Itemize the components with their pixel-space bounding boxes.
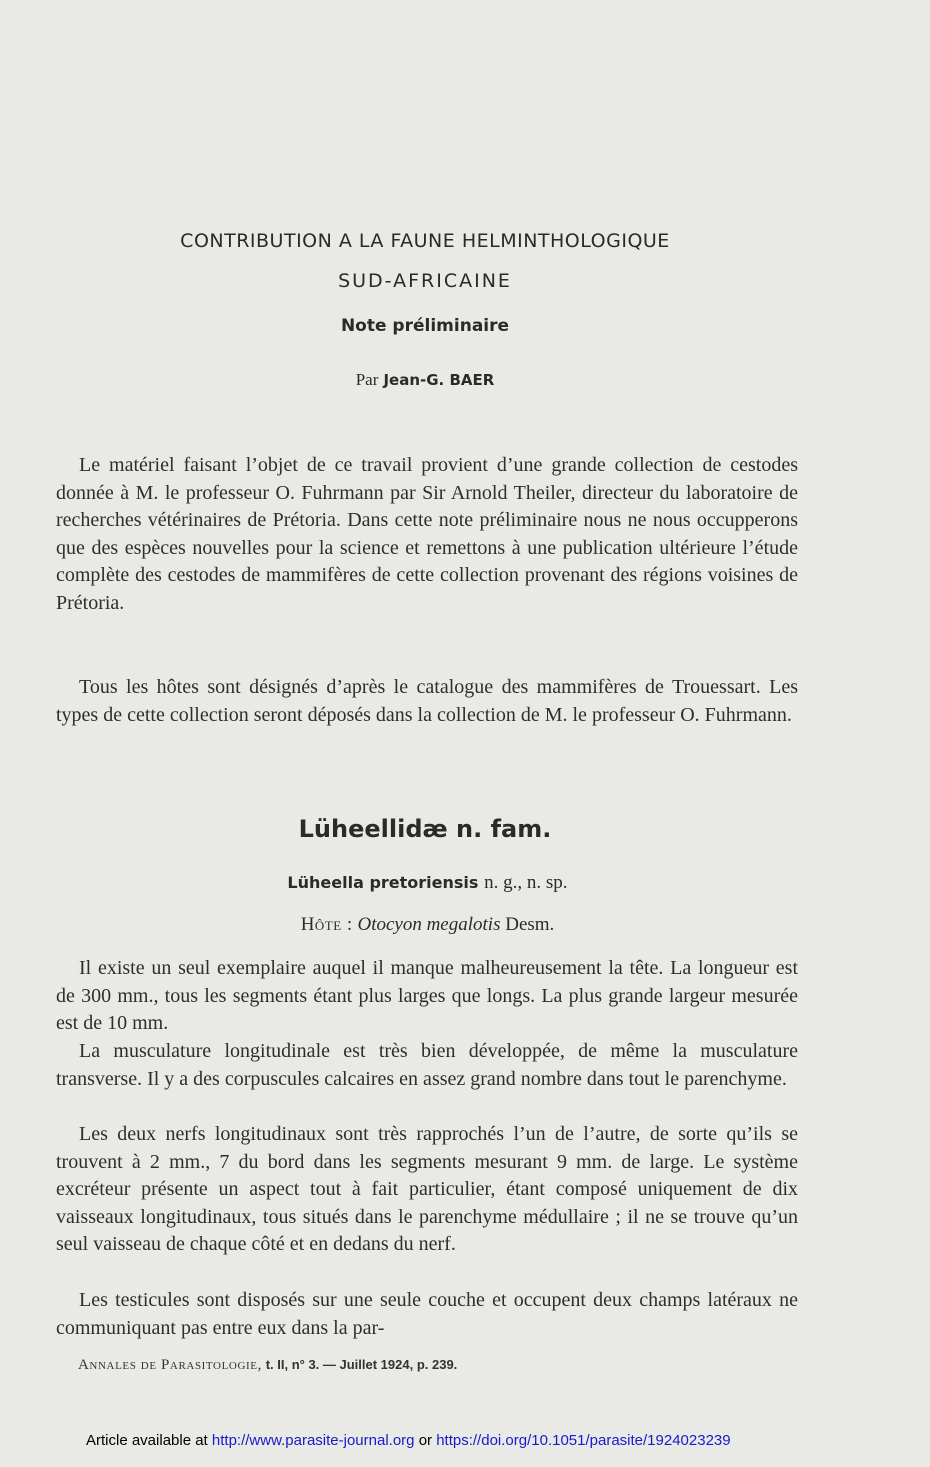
title-line-1: CONTRIBUTION A LA FAUNE HELMINTHOLOGIQUE xyxy=(180,230,670,252)
author-prefix: Par xyxy=(355,370,379,389)
intro-paragraph-1: Le matériel faisant l’objet de ce travail provient d’une grande collection de cestodes donnée à M. le professeur O. Fuhrmann par Sir Arnold Theiler, directeur du laboratoire de recherches vétérinaires de Prétoria. Dans cette note préliminaire nous ne nous occupperons que des espèces nouvelles pour la science et remettons à une publication ultérieure l’étude complète des cestodes de mammifères de cette collection provenant des régions voisines de Prétoria. xyxy=(56,454,798,614)
journal-link[interactable]: http://www.parasite-journal.org xyxy=(211,1432,415,1449)
journal-footer xyxy=(78,1357,457,1374)
body-paragraph-4: Les testicules sont disposés sur une seule couche et occupent deux champs latéraux ne communiquant pas entre eux dans la par- xyxy=(56,1289,798,1339)
host-line xyxy=(0,914,855,936)
body-paragraph-3: Les deux nerfs longitudinaux sont très rapprochés l’un de l’autre, de sorte qu’ils se trouvent à 2 mm., 7 du bord dans les segments mesurant 9 mm. de large. Le système excréteur présente un aspect tout à fait particulier, étant composé uniquement de dix vaisseaux longitudinaux, tous situés dans le parenchyme médullaire ; il ne se trouve qu’un seul vaisseau de chaque côté et en dedans du nerf. xyxy=(56,1123,798,1256)
author-name: Jean-G. BAER xyxy=(383,371,495,389)
article-availability xyxy=(86,1432,731,1449)
family-heading: Lüheellidæ n. fam. xyxy=(298,815,552,843)
host-name: Otocyon megalotis xyxy=(357,914,501,935)
host-label: Hôte : xyxy=(300,914,353,935)
body-paragraph-1: Il existe un seul exemplaire auquel il manque malheureusement la tête. La longueur est de 300 mm., tous les segments étant plus larges que longs. La plus grande largeur mesurée est de 10 mm. xyxy=(56,957,798,1035)
subtitle: Note préliminaire xyxy=(340,316,510,336)
species-heading xyxy=(0,872,855,894)
doi-link[interactable]: https://doi.org/10.1051/parasite/1924023239 xyxy=(436,1432,731,1449)
species-name: Lüheella pretoriensis xyxy=(287,873,479,892)
species-suffix: n. g., n. sp. xyxy=(484,872,568,893)
intro-paragraph-2: Tous les hôtes sont désignés d’après le catalogue des mammifères de Trouessart. Les types de cette collection seront déposés dans la collection de M. le professeur O. Fuhrmann. xyxy=(56,676,798,726)
article-prefix: Article available at xyxy=(86,1432,208,1449)
host-author: Desm. xyxy=(505,914,555,935)
journal-citation: t. II, n° 3. — Juillet 1924, p. 239. xyxy=(265,1357,458,1372)
author-line xyxy=(0,370,850,390)
article-or: or xyxy=(418,1432,433,1449)
title-line-2: SUD-AFRICAINE xyxy=(338,270,512,292)
body-paragraph-2: La musculature longitudinale est très bien développée, de même la musculature transverse. Il y a des corpuscules calcaires en assez grand nombre dans tout le parenchyme. xyxy=(56,1040,798,1090)
journal-name: Annales de Parasitologie, xyxy=(78,1357,262,1373)
